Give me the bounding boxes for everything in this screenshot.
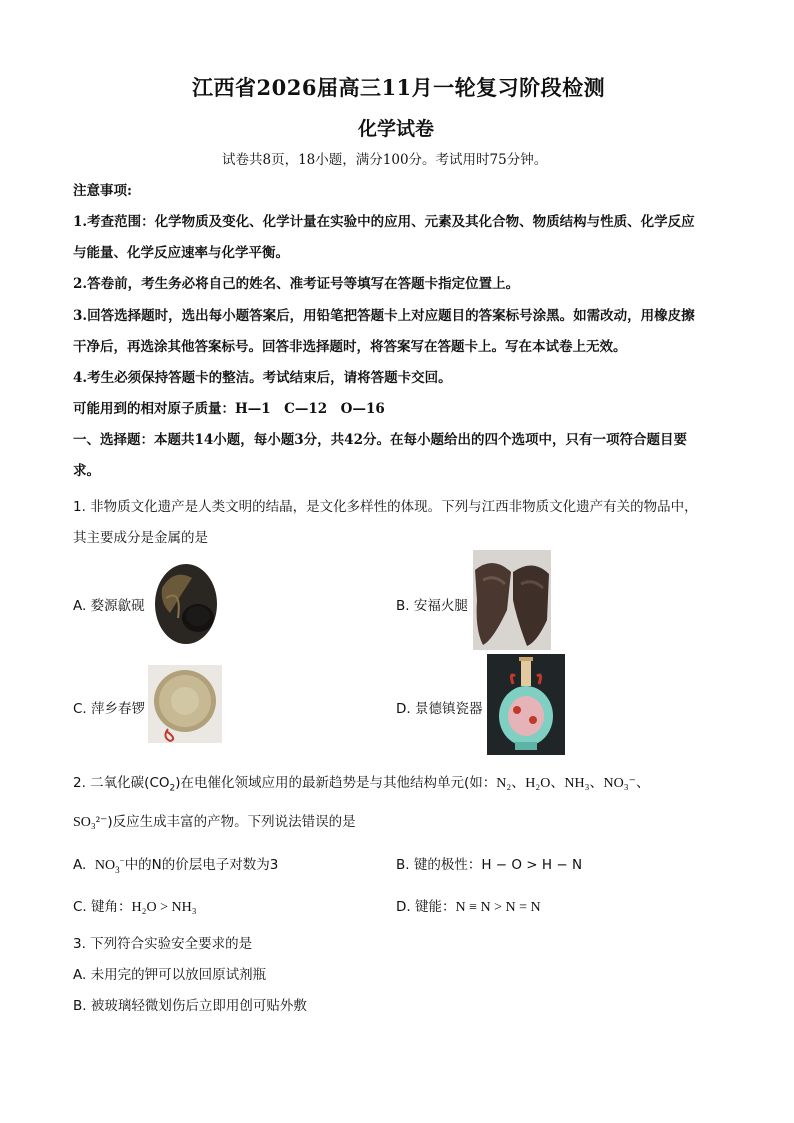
q1-stem-line-1: 1. 非物质文化遗产是人类文明的结晶，是文化多样性的体现。下列与江西非物质文化遗产有关的物品中， — [73, 499, 698, 515]
note-1-line-1: 1.考查范围：化学物质及变化、化学计量在实验中的应用、元素及其化合物、物质结构与性质、化学反应 — [73, 214, 695, 230]
q1-option-d: D. 景德镇瓷器 — [396, 701, 483, 717]
q2-stem-middle: )在电催化领域应用的最新趋势是与其他结构单元(如： — [175, 775, 497, 791]
q2-option-d-formula: N ≡ N > N = N — [455, 900, 541, 915]
q3-option-a: A. 未用完的钾可以放回原试剂瓶 — [73, 967, 267, 983]
q2-option-b: B. 键的极性：H − O > H − N — [396, 857, 583, 873]
atomic-mass: 可能用到的相对原子质量：H—1 C—12 O—16 — [73, 401, 385, 417]
notes-heading: 注意事项: — [73, 183, 132, 199]
q1-option-c: C. 萍乡春锣 — [73, 701, 146, 717]
q2-option-d — [396, 895, 541, 916]
q2-stem-rest: )反应生成丰富的产物。下列说法错误的是 — [107, 814, 356, 830]
q2-option-a-text: 中的N的价层电子对数为3 — [124, 857, 279, 873]
subject-title: 化学试卷 — [358, 118, 435, 140]
q2-option-c-label: C. 键角： — [73, 899, 132, 915]
q2-structural-units: N₂、H₂O、NH₃、NO₃⁻、 — [496, 776, 650, 791]
porcelain-vase-image — [487, 654, 565, 755]
q2-option-a: A. $NO_3^-$中的N的价层电子对数为3 — [73, 855, 279, 875]
q2-option-d-label: D. 键能： — [396, 899, 456, 915]
q2-option-c-formula: H₂O > NH₃ — [131, 900, 197, 915]
note-3-line-2: 干净后，再选涂其他答案标号。回答非选择题时，将答案写在答题卡上。写在本试卷上无效。 — [73, 339, 627, 355]
q2-stem-prefix: 2. 二氧化碳(CO — [73, 775, 170, 791]
note-4: 4.考生必须保持答题卡的整洁。考试结束后，请将答题卡交回。 — [73, 370, 452, 386]
q3-option-b: B. 被玻璃轻微划伤后立即用创可贴外敷 — [73, 998, 307, 1014]
q1-stem-line-2: 其主要成分是金属的是 — [73, 530, 208, 546]
q1-option-a: A. 婺源歙砚 — [73, 598, 145, 614]
gong-image — [148, 665, 222, 743]
q2-option-c — [73, 895, 197, 916]
q3-stem: 3. 下列符合实验安全要求的是 — [73, 936, 253, 952]
note-1-line-2: 与能量、化学反应速率与化学平衡。 — [73, 245, 289, 261]
section-1-line-2: 求。 — [73, 463, 100, 479]
ham-image — [473, 550, 551, 650]
exam-info: 试卷共8页，18小题，满分100分。考试用时75分钟。 — [222, 152, 548, 168]
section-1-line-1: 一、选择题：本题共14小题，每小题3分，共42分。在每小题给出的四个选项中，只有一项符合题目要 — [73, 432, 687, 448]
exam-title: 江西省2026届高三11月一轮复习阶段检测 — [192, 75, 606, 100]
q1-option-b: B. 安福火腿 — [396, 598, 468, 614]
note-2: 2.答卷前，考生务必将自己的姓名、准考证号等填写在答题卡指定位置上。 — [73, 276, 520, 292]
q2-sulfite-formula: SO₃²⁻ — [73, 815, 108, 830]
note-3-line-1: 3.回答选择题时，选出每小题答案后，用铅笔把答题卡上对应题目的答案标号涂黑。如需改动，用橡皮擦 — [73, 308, 695, 324]
q2-stem-line-2 — [73, 810, 356, 831]
q2-stem-line-1: 2. 二氧化碳$(CO_2)$在电催化领域应用的最新趋势是与其他结构单元(如：N₂、H₂O、NH₃、NO₃⁻、 — [73, 775, 650, 794]
inkstone-image — [152, 558, 220, 646]
